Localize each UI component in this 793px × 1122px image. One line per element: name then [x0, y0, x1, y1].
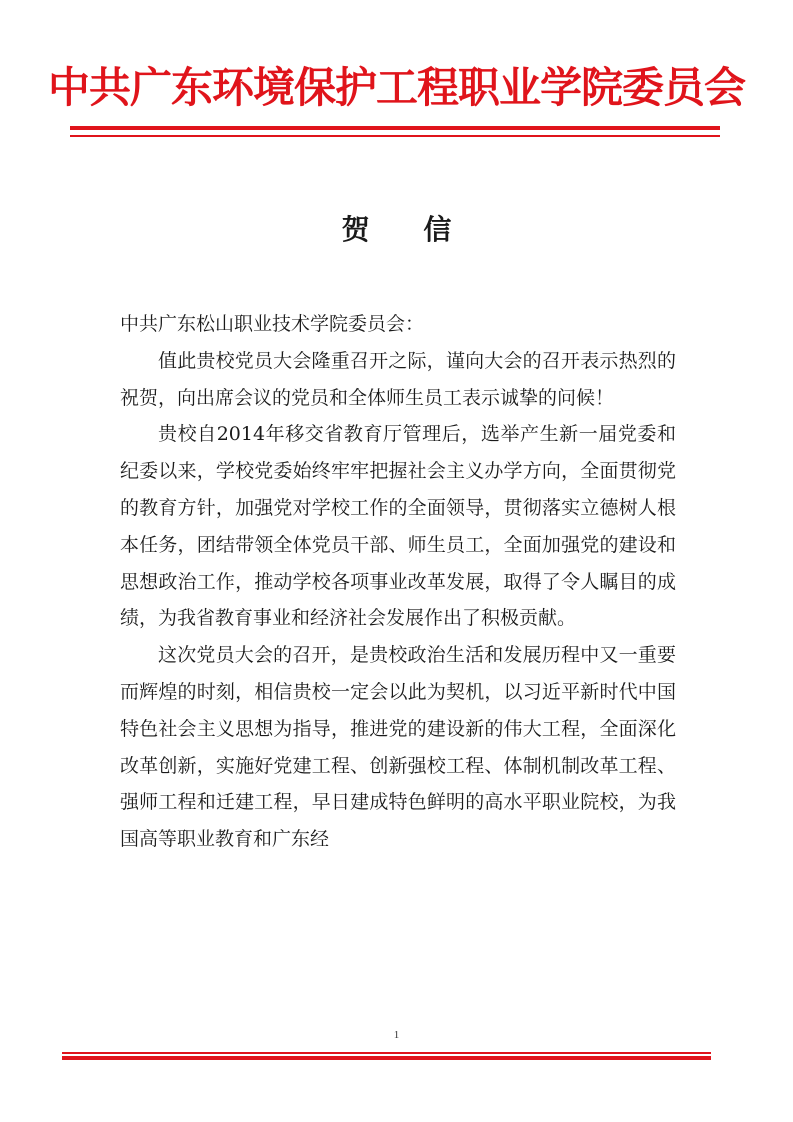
footer-rule-thick: [62, 1056, 711, 1060]
salutation: 中共广东松山职业技术学院委员会：: [120, 313, 425, 335]
page-number: 1: [393, 1029, 400, 1041]
paragraph: 这次党员大会的召开，是贵校政治生活和发展历程中又一重要而辉煌的时刻，相信贵校一定会以此为契机，以习近平新时代中国特色社会主义思想为指导，推进党的建设新的伟大工程，全面深化改革创新，实施好党建工程、创新强校工程、体制机制改革工程、强师工程和迁建工程，早日建成特色鲜明的高水平职业院校，为我国高等职业教育和广东经: [120, 644, 676, 851]
paragraph: 贵校自2014年移交省教育厅管理后，选举产生新一届党委和纪委以来，学校党委始终牢牢把握社会主义办学方向，全面贯彻党的教育方针，加强党对学校工作的全面领导，贯彻落实立德树人根本任务，团结带领全体党员干部、师生员工，全面加强党的建设和思想政治工作，推动学校各项事业改革发展，取得了令人瞩目的成绩，为我省教育事业和经济社会发展作出了积极贡献。: [120, 423, 676, 630]
masthead-title: 中共广东环境保护工程职业学院委员会: [47, 63, 745, 112]
paragraph: 值此贵校党员大会隆重召开之际，谨向大会的召开表示热烈的祝贺，向出席会议的党员和全体师生员工表示诚挚的问候！: [120, 349, 676, 409]
footer-rule-thin: [62, 1052, 711, 1054]
header-rule-thick: [70, 126, 720, 130]
header-rule-thin: [70, 135, 720, 137]
letter-body: [120, 306, 676, 858]
document-title: 贺 信: [341, 213, 474, 246]
